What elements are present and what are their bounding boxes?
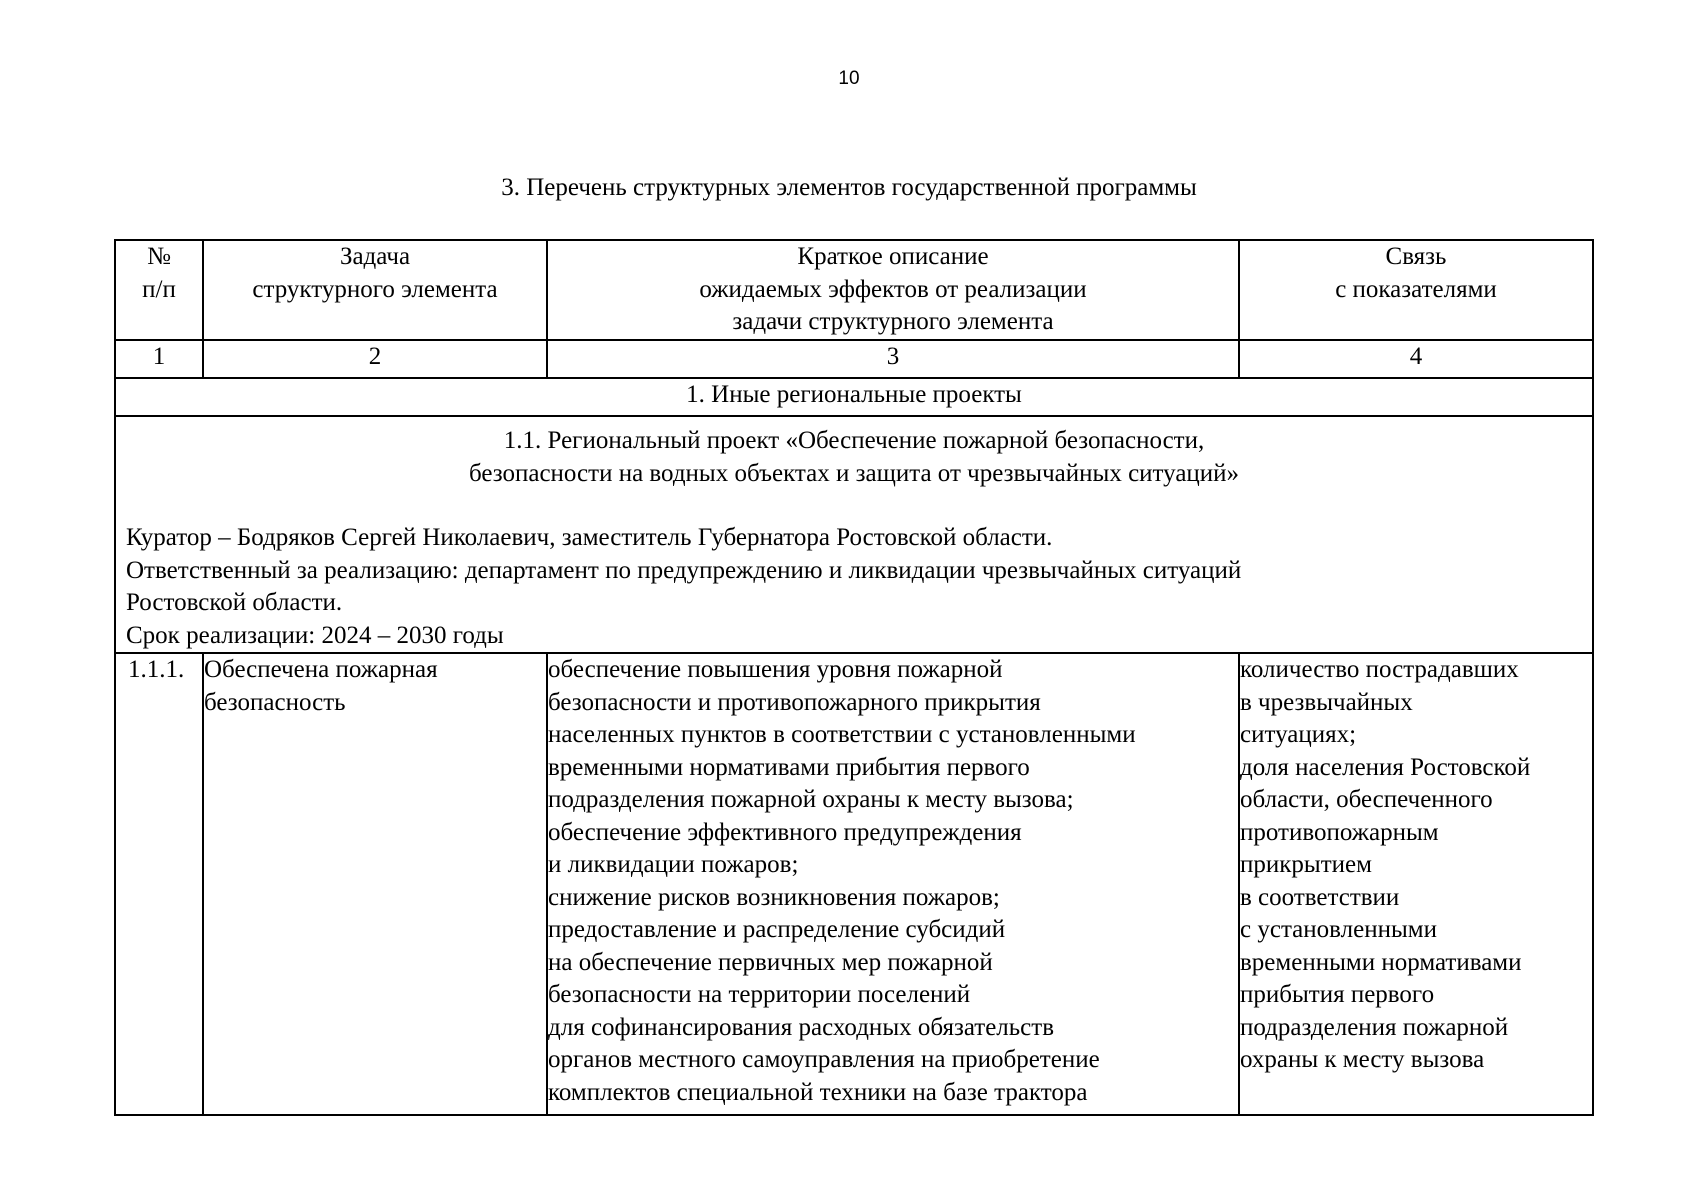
- header-description: [547, 240, 1239, 340]
- indicator-line: прикрытием: [1240, 851, 1372, 878]
- project-row: [115, 416, 1593, 653]
- section-heading: 3. Перечень структурных элементов государственной программы: [501, 174, 1197, 201]
- column-number: 1: [115, 340, 203, 378]
- header-indicators: [1239, 240, 1593, 340]
- project-title-line: безопасности на водных объектах и защита от чрезвычайных ситуаций»: [468, 459, 1240, 487]
- header-line: Задача: [339, 243, 411, 270]
- row-description: [547, 653, 1239, 1115]
- description-line: подразделения пожарной охраны к месту вызова;: [548, 786, 1074, 813]
- header-line: Краткое описание: [797, 243, 989, 270]
- header-line: ожидаемых эффектов от реализации: [699, 275, 1087, 303]
- header-line: Связь: [1385, 243, 1447, 270]
- header-task: [203, 240, 547, 340]
- column-number-row: [115, 340, 1593, 378]
- column-number: 2: [203, 340, 547, 378]
- project-cell: [115, 416, 1593, 653]
- indicator-line: временными нормативами: [1240, 948, 1522, 976]
- project-curator: Куратор – Бодряков Сергей Николаевич, заместитель Губернатора Ростовской области.: [126, 524, 1053, 551]
- indicator-line: области, обеспеченного: [1240, 786, 1493, 813]
- project-title-line: 1.1. Региональный проект «Обеспечение пожарной безопасности,: [503, 427, 1205, 454]
- description-line: безопасности на территории поселений: [548, 981, 971, 1008]
- description-line: для софинансирования расходных обязательств: [548, 1013, 1055, 1041]
- indicator-line: с установленными: [1240, 916, 1437, 943]
- indicator-line: в чрезвычайных: [1240, 688, 1413, 716]
- header-line: п/п: [142, 275, 176, 303]
- indicator-line: противопожарным: [1240, 818, 1439, 846]
- project-responsible: Ответственный за реализацию: департамент по предупреждению и ликвидации чрезвычайных ситуаций: [126, 556, 1242, 584]
- project-term: Срок реализации: 2024 – 2030 годы: [126, 621, 504, 649]
- description-line: обеспечение повышения уровня пожарной: [548, 656, 1003, 683]
- header-line: задачи структурного элемента: [732, 308, 1054, 335]
- row-number: 1.1.1.: [115, 653, 203, 1115]
- column-number: 3: [547, 340, 1239, 378]
- description-line: предоставление и распределение субсидий: [548, 916, 1006, 943]
- page-number: 10: [838, 68, 860, 89]
- description-line: на обеспечение первичных мер пожарной: [548, 948, 993, 976]
- description-line: безопасности и противопожарного прикрытия: [548, 688, 1041, 716]
- indicator-line: охраны к месту вызова: [1240, 1046, 1485, 1073]
- description-line: временными нормативами прибытия первого: [548, 753, 1030, 781]
- row-task: [203, 653, 547, 1115]
- section-title: 1. Иные региональные проекты: [115, 378, 1593, 416]
- table-row: [115, 653, 1593, 1115]
- structural-elements-table: [114, 239, 1594, 1116]
- project-title: [126, 425, 1582, 490]
- indicator-line: количество пострадавших: [1240, 656, 1519, 683]
- header-line: №: [147, 243, 171, 270]
- section-row: [115, 378, 1593, 416]
- indicator-line: в соответствии: [1240, 883, 1400, 911]
- description-line: и ликвидации пожаров;: [548, 851, 799, 878]
- project-responsible-cont: Ростовской области.: [126, 589, 343, 616]
- indicator-line: доля населения Ростовской: [1240, 753, 1531, 781]
- header-line: с показателями: [1335, 275, 1497, 303]
- indicator-line: ситуациях;: [1240, 721, 1357, 748]
- description-line: обеспечение эффективного предупреждения: [548, 818, 1022, 846]
- column-number: 4: [1239, 340, 1593, 378]
- project-info: [126, 522, 1582, 652]
- description-line: населенных пунктов в соответствии с установленными: [548, 721, 1136, 748]
- header-line: структурного элемента: [252, 275, 498, 303]
- task-line: безопасность: [204, 688, 346, 716]
- row-indicators: [1239, 653, 1593, 1115]
- indicator-line: подразделения пожарной: [1240, 1013, 1509, 1041]
- header-number: [115, 240, 203, 340]
- indicator-line: прибытия первого: [1240, 981, 1435, 1008]
- table-header-row: [115, 240, 1593, 340]
- description-line: органов местного самоуправления на приобретение: [548, 1046, 1100, 1073]
- description-line: снижение рисков возникновения пожаров;: [548, 883, 1000, 911]
- task-line: Обеспечена пожарная: [204, 656, 438, 683]
- description-line: комплектов специальной техники на базе трактора: [548, 1078, 1088, 1106]
